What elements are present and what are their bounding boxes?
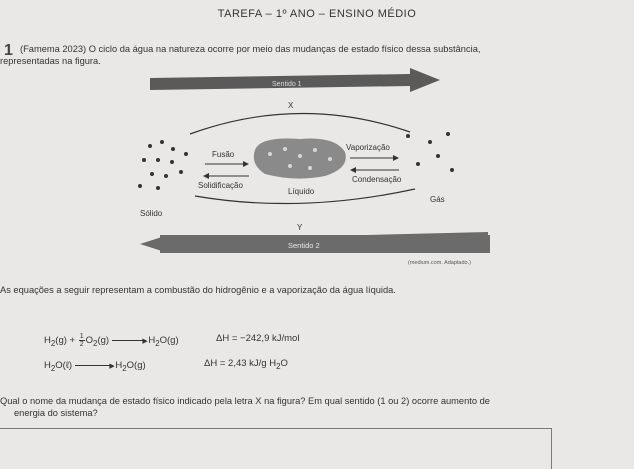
- equation-1: $H_2(g)$ + $\frac{1}{2}$ $O_2(g)$ ▶ $H_2O(g)$: [44, 333, 179, 348]
- question-number: 1: [4, 42, 13, 59]
- sentido-2-arrow-body: [160, 235, 490, 253]
- sentido-1-arrow: [150, 68, 440, 92]
- condensacao-label: Condensação: [352, 175, 402, 184]
- figure-source: (medium.com. Adaptado.): [408, 260, 471, 266]
- solid-particles: [138, 140, 188, 190]
- letter-y: Y: [297, 223, 303, 232]
- gas-particles: [406, 132, 454, 172]
- top-arc: [190, 113, 410, 134]
- question-intro-line2: representadas na figura.: [0, 56, 101, 66]
- question-prompt-line1: Qual o nome da mudança de estado físico indicado pela letra X na figura? Em qual sentido (1 ou 2) ocorre aumento de: [0, 396, 490, 406]
- answer-box[interactable]: [0, 428, 552, 469]
- fusao-label: Fusão: [212, 150, 235, 159]
- water-cycle-figure: [0, 64, 634, 278]
- sentido-1-label: Sentido 1: [272, 81, 302, 88]
- gas-label: Gás: [430, 195, 445, 204]
- fraction-one-half: $\frac{1}{2}$: [79, 333, 84, 348]
- sentido-2-label: Sentido 2: [288, 241, 320, 250]
- solido-label: Sólido: [140, 209, 163, 218]
- liquido-label: Líquido: [288, 187, 315, 196]
- solidificacao-label: Solidificação: [198, 181, 243, 190]
- vaporizacao-label: Vaporização: [346, 143, 390, 152]
- equations-intro: As equações a seguir representam a combustão do hidrogênio e a vaporização da água líquida.: [0, 285, 396, 295]
- letter-x: X: [288, 101, 294, 110]
- page-title: TAREFA – 1º ANO – ENSINO MÉDIO: [217, 8, 417, 20]
- equation-1-enthalpy: ΔH = −242,9 kJ/mol: [216, 333, 300, 344]
- equation-2-enthalpy: ΔH = 2,43 kJ/g $H_2O$: [204, 358, 288, 371]
- question-intro-line1: (Famema 2023) O ciclo da água na natureza ocorre por meio das mudanças de estado físico dessa substância,: [20, 44, 481, 54]
- question-prompt-line2: energia do sistema?: [14, 408, 98, 418]
- liquid-blob: [254, 138, 346, 178]
- equation-2: $H_2O(\ell)$ ▶ $H_2O(g)$: [44, 360, 146, 373]
